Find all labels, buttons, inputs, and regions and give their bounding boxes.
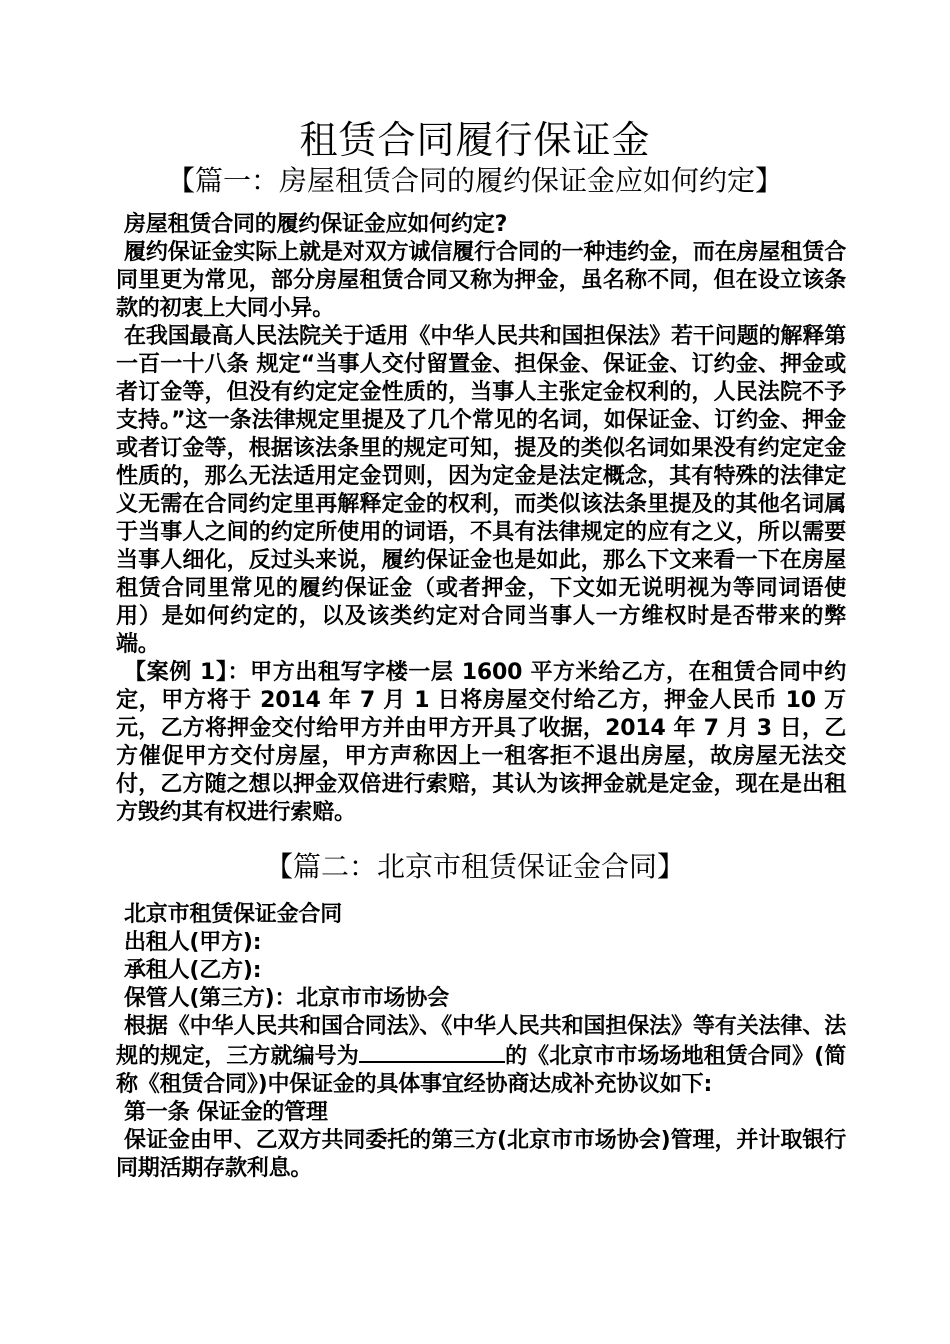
preamble-text-after: 的《北京市市场场地租赁合同》(简称《租赁合同》)中保证金的具体事宜经协商达成补充协议如下: <box>116 1044 846 1097</box>
custodian-line: 保管人(第三方)：北京市市场协会 <box>124 986 449 1011</box>
contract-preamble <box>116 1013 846 1099</box>
section-1-body <box>116 211 846 827</box>
preamble-text-before: 根据《中华人民共和国合同法》、《中华人民共和国担保法》等有关法律、法规的规定，三方就编号为 <box>116 1014 846 1069</box>
contract-number-blank <box>359 1041 505 1063</box>
article-1-text: 保证金由甲、乙双方共同委托的第三方(北京市市场协会)管理，并计取银行同期活期存款利息。 <box>116 1128 846 1181</box>
document-title: 租赁合同履行保证金 <box>299 118 651 162</box>
case-1-paragraph: 【案例 1】：甲方出租写字楼一层 1600 平方米给乙方，在租赁合同中约定，甲方将于 2014 年 7 月 1 日将房屋交付给乙方，押金人民币 10 万元，乙方将押金交付给甲方并由甲方开具了收据，2014 年 7 月 3 日，乙方催促甲方交付房屋，甲方声称因上一租客拒不退出房屋，故房屋无法交付，乙方随之想以押金双倍进行索赔，其认为该押金就是定金，现在是出租方毁约其有权进行索赔。 <box>116 660 846 825</box>
section-2-body <box>116 901 846 1183</box>
section-heading-1: 【篇一：房屋租赁合同的履约保证金应如何约定】 <box>166 164 783 197</box>
section-heading-2: 【篇二：北京市租赁保证金合同】 <box>264 850 685 883</box>
contract-title: 北京市租赁保证金合同 <box>124 902 343 927</box>
section-1-paragraph: 在我国最高人民法院关于适用《中华人民共和国担保法》若干问题的解释第一百一十八条 规定“当事人交付留置金、担保金、保证金、订约金、押金或者订金等，但没有约定定金性质的，当事人主张定金权利的，人民法院不予支持。”这一条法律规定里提及了几个常见的名词，如保证金、订约金、押金或者订金等，根据该法条里的规定可知，提及的类似名词如果没有约定定金性质的，那么无法适用定金罚则，因为定金是法定概念，其有特殊的法律定义无需在合同约定里再解释定金的权利，而类似该法条里提及的其他名词属于当事人之间的约定所使用的词语，不具有法律规定的应有之义，所以需要当事人细化，反过头来说，履约保证金也是如此，那么下文来看一下在房屋租赁合同里常见的履约保证金（或者押金，下文如无说明视为等同词语使用）是如何约定的，以及该类约定对合同当事人一方维权时是否带来的弊端。 <box>116 324 846 657</box>
article-1-title: 第一条 保证金的管理 <box>124 1100 328 1125</box>
lessor-line: 出租人(甲方): <box>124 930 262 955</box>
section-1-question: 房屋租赁合同的履约保证金应如何约定? <box>124 212 508 237</box>
lessee-line: 承租人(乙方): <box>124 958 262 983</box>
section-1-paragraph: 履约保证金实际上就是对双方诚信履行合同的一种违约金，而在房屋租赁合同里更为常见，部分房屋租赁合同又称为押金，虽名称不同，但在设立该条款的初衷上大同小异。 <box>116 240 846 321</box>
